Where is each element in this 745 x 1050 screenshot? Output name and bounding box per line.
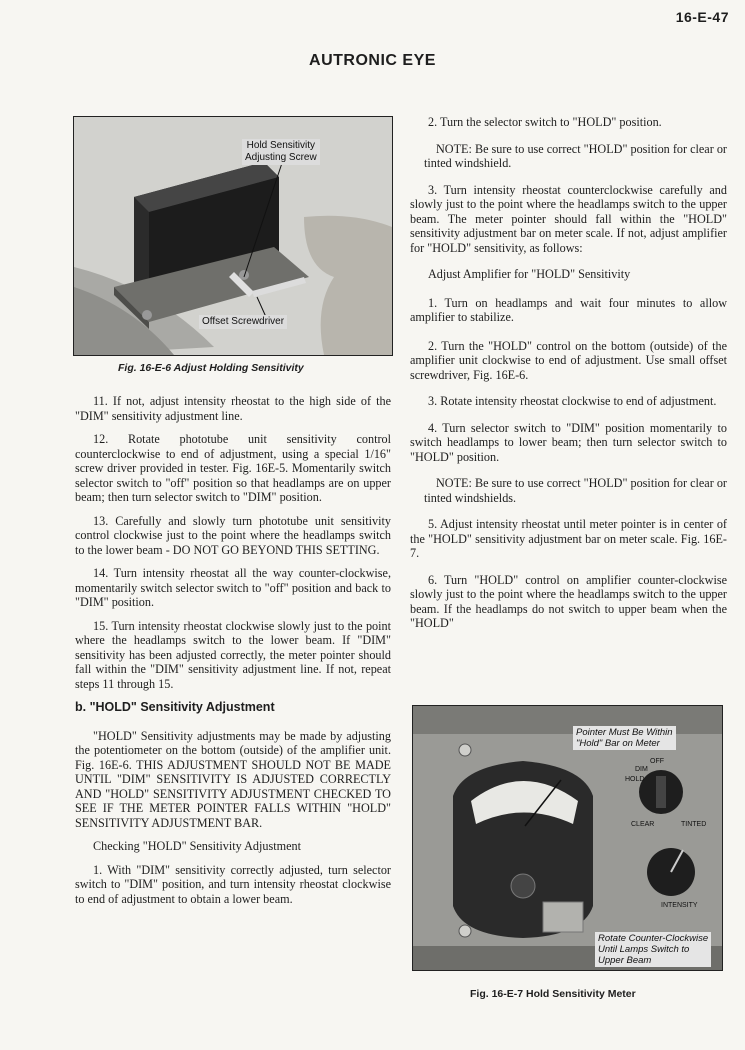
left-column xyxy=(75,394,391,915)
adjust-step-4: 4. Turn selector switch to "DIM" position momentarily to switch headlamps to lower beam; then turn selector switch to "HOLD" position. xyxy=(410,420,727,464)
hold-sensitivity-label-line1: Hold Sensitivity xyxy=(246,140,316,151)
page-title: AUTRONIC EYE xyxy=(309,52,436,69)
adjust-step-2: 2. Turn the "HOLD" control on the bottom (outside) of the amplifier unit clockwise to end of adjustment. Use small offset screwdriver, Fig. 16E-6. xyxy=(410,338,727,382)
rotate-label-line2: Until Lamps Switch to xyxy=(598,944,690,955)
step-13: 13. Carefully and slowly turn phototube unit sensitivity control clockwise just to the point where the headlamps switch to the lower beam - DO NOT GO BEYOND THIS SETTING. xyxy=(75,513,391,557)
figure1-caption: Fig. 16-E-6 Adjust Holding Sensitivity xyxy=(118,362,304,374)
step-12: 12. Rotate phototube unit sensitivity control counterclockwise to end of adjustment, using a special 1/16" screw driver provided in tester. Fig. 16E-5. Momentarily switch selector switch to "off" position so that headlamps are on upper beam; then turn selector switch to "DIM" position. xyxy=(75,432,391,504)
note-windshields: NOTE: Be sure to use correct "HOLD" position for clear or tinted windshields. xyxy=(424,476,727,505)
adjust-step-5: 5. Adjust intensity rheostat until meter pointer is in center of the "HOLD" sensitivity adjustment bar on meter scale. Fig. 16E-7. xyxy=(410,517,727,560)
right-column xyxy=(410,115,727,640)
rotate-label-line3: Upper Beam xyxy=(598,955,652,966)
hold-sensitivity-heading: b. "HOLD" Sensitivity Adjustment xyxy=(75,700,275,714)
pointer-label-line2: "Hold" Bar on Meter xyxy=(576,738,660,749)
note-hold-position: NOTE: Be sure to use correct "HOLD" position for clear or tinted windshield. xyxy=(424,141,727,170)
offset-screwdriver-label: Offset Screwdriver xyxy=(199,315,287,329)
intensity-label: INTENSITY xyxy=(661,902,698,909)
meter-panel-illustration xyxy=(413,706,722,970)
rotate-counter-clockwise-label xyxy=(595,932,711,967)
clear-label: CLEAR xyxy=(631,821,655,828)
adjust-step-3: 3. Rotate intensity rheostat clockwise to end of adjustment. xyxy=(428,394,717,408)
step-15: 15. Turn intensity rheostat clockwise slowly just to the point where the headlamps switch to the lower beam. If "DIM" sensitivity has been adjusted correctly, the meter pointer should fall within the "DIM" sensitivity adjustment line. If not, repeat steps 11 through 15. xyxy=(75,618,391,691)
hold-intro-paragraph: "HOLD" Sensitivity adjustments may be made by adjusting the potentiometer on the bottom (outside) of the amplifier unit. Fig. 16E-6. THIS ADJUSTMENT SHOULD NOT BE MADE UNTIL "DIM" SENSITIVITY IS ADJUSTED CORRECTLY AND "HOLD" SENSITIVITY ADJUSTMENT CHECKED TO SEE IF THE METER POINTER FALLS WITHIN "HOLD" SENSITIVITY ADJUSTMENT BAR. xyxy=(75,728,391,830)
dial-hold-label: HOLD xyxy=(625,776,645,783)
adjust-step-1: 1. Turn on headlamps and wait four minutes to allow amplifier to stabilize. xyxy=(410,295,727,324)
pointer-must-be-within-label xyxy=(573,726,676,750)
rotate-label-line1: Rotate Counter-Clockwise xyxy=(598,933,709,944)
step-14: 14. Turn intensity rheostat all the way counter-clockwise, momentarily switch selector switch to "off" position and back to "DIM" position. xyxy=(75,566,391,609)
hold-sensitivity-label-line2: Adjusting Screw xyxy=(245,152,317,163)
check-step-1: 1. With "DIM" sensitivity correctly adjusted, turn selector switch to "DIM" position, and turn intensity rheostat clockwise to end of adjustment to obtain a lower beam. xyxy=(75,862,391,906)
page-number: 16-E-47 xyxy=(675,9,729,25)
figure-adjust-holding-sensitivity xyxy=(73,116,393,356)
hold-sensitivity-label xyxy=(242,139,320,165)
adjust-amplifier-heading: Adjust Amplifier for "HOLD" Sensitivity xyxy=(428,267,631,281)
figure-hold-sensitivity-meter xyxy=(412,705,723,971)
step-11: 11. If not, adjust intensity rheostat to the high side of the "DIM" sensitivity adjustment line. xyxy=(75,394,391,423)
check-step-3: 3. Turn intensity rheostat counterclockwise carefully and slowly just to the point where the headlamps switch to the upper beam. The meter pointer should fall within the "HOLD" sensitivity adjustment bar on meter scale. If not, adjust amplifier for "HOLD" sensitivity, as follows: xyxy=(410,182,727,255)
adjust-step-6: 6. Turn "HOLD" control on amplifier counter-clockwise slowly just to the point where the headlamps switch to the upper beam. If the headlamps do not switch to upper beam when the "HOLD" xyxy=(410,572,727,630)
dial-off-label: OFF xyxy=(650,758,664,765)
figure2-caption: Fig. 16-E-7 Hold Sensitivity Meter xyxy=(470,988,636,1000)
pointer-label-line1: Pointer Must Be Within xyxy=(576,727,673,738)
check-step-2: 2. Turn the selector switch to "HOLD" position. xyxy=(428,115,662,129)
tinted-label: TINTED xyxy=(681,821,707,828)
dial-dim-label: DIM xyxy=(635,766,648,773)
checking-heading: Checking "HOLD" Sensitivity Adjustment xyxy=(93,839,301,853)
